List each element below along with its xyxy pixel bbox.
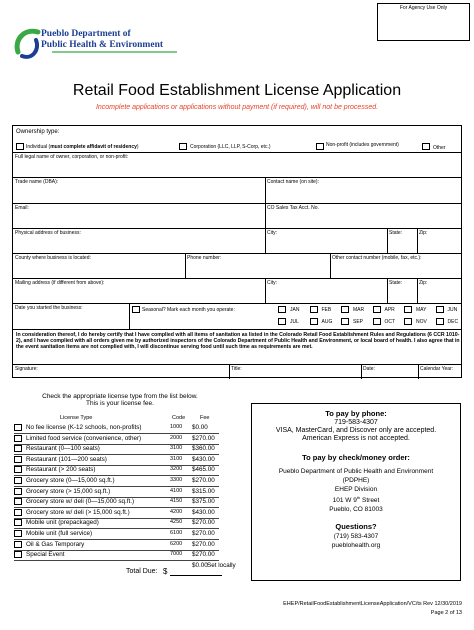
license-checkbox[interactable] [14,456,22,463]
license-checkbox[interactable] [14,551,22,558]
month-apr-label: APR [384,307,395,313]
title-field[interactable]: Title: [231,366,242,372]
month-feb-checkbox[interactable] [310,306,318,313]
certification-text: In consideration thereof, I do hereby certify that I have complied with all items of sanitation as listed in the Colorado Retail Food Establishment Rules and Regulations (6 CCR 1010-2), and I have complied with all orders given me by authorized inspectors of the Colorado Department of Public Health and Environment, or local board of health. I also agree that in the event sanitation items are not complied with, I will discontinue serving food until such time as requirements are met. [16,332,460,351]
license-row [14,518,224,529]
month-oct-checkbox[interactable] [373,318,381,325]
logo-line-1: Pueblo Department of [41,29,131,39]
state-field[interactable]: State: [389,230,403,236]
license-code: 3100 [170,445,183,452]
license-instruction: Check the appropriate license type from the list below. This is your license fee. [42,393,198,407]
month-mar-label: MAR [353,307,365,313]
license-fee: $270.00 [192,434,215,442]
license-code: 4100 [170,487,183,494]
license-type-name: Grocery store w/ deli (0—15,000 sq.ft.) [26,498,135,506]
license-checkbox[interactable] [14,466,22,473]
pay-check-heading: To pay by check/money order: [302,453,410,462]
license-fee: $270.00 [192,540,215,548]
month-sep-checkbox[interactable] [341,318,349,325]
month-sep-label: SEP [353,319,364,325]
month-jan-checkbox[interactable] [278,306,286,313]
license-checkbox[interactable] [14,435,22,442]
total-due-label: Total Due: [126,568,158,575]
signature-field[interactable]: Signature: [15,366,38,372]
license-row [14,508,224,519]
license-row [14,465,224,476]
license-type-name: Restaurant (101—200 seats) [26,455,107,463]
license-code: 4250 [170,519,183,526]
total-due-symbol: $ [163,567,168,576]
column-code: Code [172,415,186,421]
license-code: 4200 [170,508,183,515]
license-checkbox[interactable] [14,509,22,516]
mailing-address-field[interactable]: Mailing address (if different from above): [15,280,105,286]
month-jan-label: JAN [290,307,300,313]
ownership-other-checkbox[interactable] [422,143,430,150]
license-checkbox[interactable] [14,498,22,505]
month-may-label: MAY [416,307,427,313]
month-may-checkbox[interactable] [404,306,412,313]
license-checkbox[interactable] [14,541,22,548]
date-field[interactable]: Date: [363,366,375,372]
license-code: 3300 [170,477,183,483]
license-code: 2000 [170,434,183,441]
city-field[interactable]: City: [267,230,277,236]
license-fee: $270.00 [192,519,215,527]
month-mar-checkbox[interactable] [341,306,349,313]
pay-payee-3: EHEP Division [334,486,378,493]
license-checkbox[interactable] [14,488,22,495]
contact-name-field[interactable]: Contact name (on site): [267,179,319,185]
license-local-fee: $0.00 [192,561,208,569]
license-fee: $430.00 [192,455,215,463]
month-jul-checkbox[interactable] [278,318,286,325]
license-row [14,476,224,487]
pay-phone-heading: To pay by phone: [325,409,387,418]
ownership-nonprofit-label: Non-profit (includes government) [326,142,399,148]
footer [283,601,462,616]
license-type-name: Special Event [26,551,65,559]
license-fee: $465.00 [192,466,215,474]
mailing-city-field[interactable]: City: [267,280,277,286]
warning-text: Incomplete applications or applications without payment (if required), will not be processed. [95,104,379,111]
phone-field[interactable]: Phone number: [187,255,222,261]
zip-field[interactable]: Zip: [419,230,428,236]
ownership-individual-label: Individual (must complete affidavit of residency) [26,144,139,150]
ownership-individual-checkbox[interactable] [16,143,24,150]
ownership-corporation-label: Corporation (LLC, LLP, S-Corp, etc.) [190,144,271,150]
pay-questions-heading: Questions? [335,522,377,532]
calendar-year-field[interactable]: Calendar Year: [420,366,454,372]
license-row [14,529,224,540]
month-aug-label: AUG [321,319,333,325]
application-form [12,125,462,378]
license-row [14,497,224,508]
page-title: Retail Food Establishment License Application [72,82,402,99]
license-checkbox[interactable] [14,530,22,537]
ownership-corporation-checkbox[interactable] [179,143,187,150]
month-dec-label: DEC [447,319,459,325]
ownership-nonprofit-checkbox[interactable] [316,143,324,150]
license-row-local [14,561,236,572]
column-license-type: License Type [60,415,93,421]
pay-payee-2: (PDPHE) [342,477,370,484]
license-row [14,540,224,551]
ownership-other-label: Other [433,145,446,151]
logo-line-2: Public Health & Environment [41,40,164,50]
total-due-input[interactable] [170,575,222,576]
license-code: 4150 [170,498,183,505]
email-field[interactable]: Email: [15,205,29,211]
ownership-label: Ownership type: [16,129,60,135]
license-checkbox[interactable] [14,424,22,431]
seasonal-label: Seasonal? Mark each month you operate: [142,307,235,313]
license-fee: $270.00 [192,530,215,537]
license-type-name: Oil & Gas Temporary [26,540,85,548]
license-type-name: Grocery store (> 15,000 sq.ft.) [26,487,111,495]
license-code: 7000 [170,551,183,558]
month-jul-label: JUL [290,319,299,325]
license-fee: $375.00 [192,498,215,506]
license-fee: $360.00 [192,445,215,453]
license-code: 3200 [170,466,183,473]
license-fee: $0.00 [192,424,208,431]
license-type-name: Grocery store w/ deli (> 15,000 sq.ft.) [26,508,130,516]
license-code: 3100 [170,455,183,462]
physical-address-field[interactable]: Physical address of business: [15,230,81,236]
month-apr-checkbox[interactable] [373,306,381,313]
mailing-zip-field[interactable]: Zip: [419,280,428,286]
month-nov-checkbox[interactable] [404,318,412,325]
month-dec-checkbox[interactable] [436,318,444,325]
license-type-name: Mobile unit (prepackaged) [26,519,99,527]
month-oct-label: OCT [384,319,396,325]
license-row [14,434,224,445]
license-type-name: Mobile unit (full service) [26,530,93,537]
license-checkbox[interactable] [14,445,22,452]
license-type-name: Limited food service (convenience, other) [26,434,142,442]
license-row [14,423,224,434]
month-jun-label: JUN [447,307,458,313]
license-row [14,444,224,455]
logo-text [41,29,163,51]
pay-amex-note: American Express is not accepted. [302,435,410,442]
license-row [14,455,224,466]
license-code: 1000 [170,424,183,430]
license-row [14,487,224,498]
license-type-name: Restaurant (0—100 seats) [26,445,100,453]
agency-use-label: For Agency Use Only [399,5,448,11]
footer-doc-id: EHEP/RetailFoodEstablishmentLicenseApplication/VC/ts Rev 12/30/2019 [283,601,462,607]
license-type-name: Grocery store (0—15,000 sq.ft.) [26,477,115,484]
column-fee: Fee [200,415,210,421]
trade-name-field[interactable]: Trade name (DBA): [15,179,59,185]
other-phone-field[interactable]: Other contact number (mobile, fax, etc.): [332,255,422,261]
pay-street: 101 W 9th Street [332,495,380,505]
license-fee: $315.00 [192,487,215,495]
license-local-note: Set locally [207,561,236,569]
license-fee: $270.00 [192,477,215,484]
date-started-field[interactable]: Date you started the business: [15,305,83,311]
month-jun-checkbox[interactable] [436,306,444,313]
license-fee: $430.00 [192,508,215,516]
seasonal-checkbox[interactable] [132,306,140,313]
sales-tax-field[interactable]: CO Sales Tax Acct. No. [267,205,319,211]
pay-website[interactable]: pueblohealth.org [331,542,381,550]
pay-cards-accepted: VISA, MasterCard, and Discover only are accepted. [275,427,437,434]
pay-phone-number: 719-583-4307 [334,419,378,426]
month-nov-label: NOV [416,319,427,325]
license-code: 6100 [170,530,183,536]
license-type-name: Restaurant (> 200 seats) [26,466,96,474]
month-feb-label: FEB [321,307,332,313]
footer-page-number: Page 2 of 13 [430,610,462,616]
license-checkbox[interactable] [14,477,22,484]
payment-info-box [251,403,461,581]
pay-questions-phone: (719) 583-4307 [333,533,379,541]
license-fee: $270.00 [192,551,215,559]
license-row [14,550,224,561]
legal-name-field[interactable]: Full legal name of owner, corporation, or non-profit: [15,154,129,160]
license-code: 6200 [170,540,183,547]
agency-use-box [377,3,470,41]
license-type-name: No fee license (K-12 schools, non-profits) [26,424,142,431]
county-field[interactable]: County where business is located: [15,255,91,261]
pay-payee-1: Pueblo Department of Public Health and Environment [278,468,434,475]
mailing-state-field[interactable]: State: [389,280,403,286]
license-checkbox[interactable] [14,519,22,526]
pay-city: Pueblo, CO 81003 [329,506,383,514]
month-aug-checkbox[interactable] [310,318,318,325]
